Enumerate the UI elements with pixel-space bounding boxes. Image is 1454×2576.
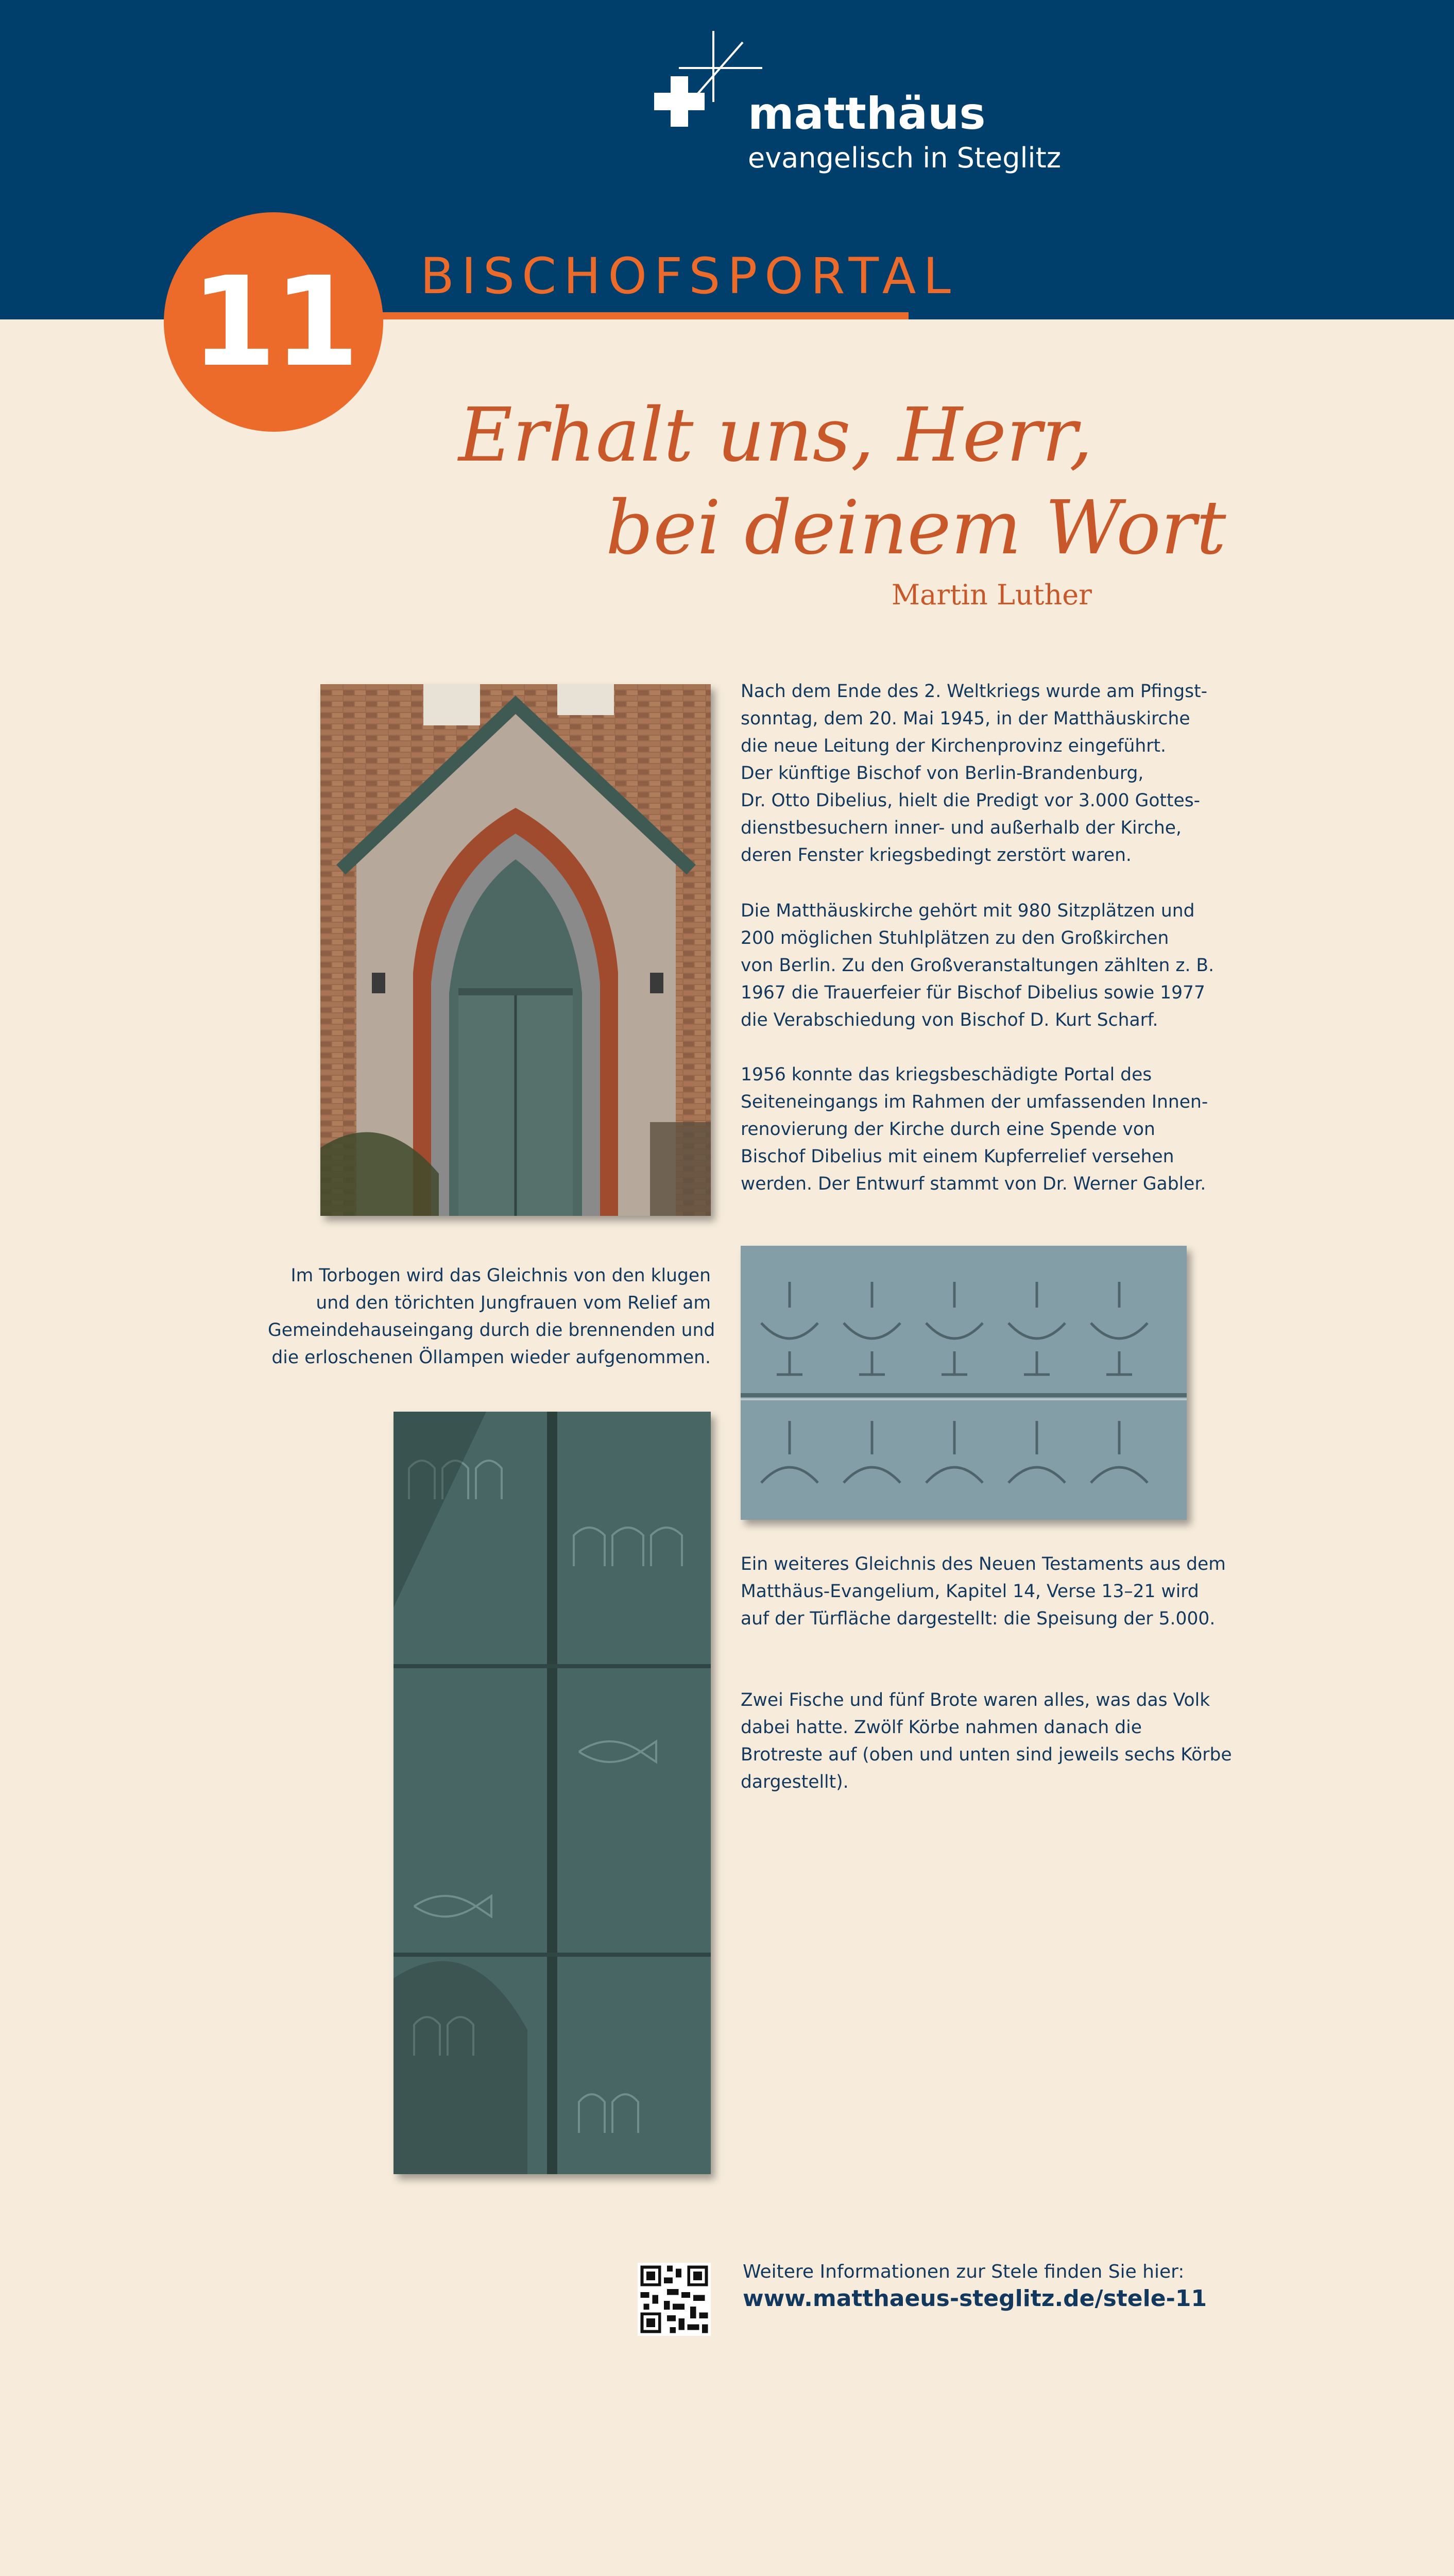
quote-author: Martin Luther [891,579,1092,611]
quote-line-1: Erhalt uns, Herr, [458,392,1093,478]
paragraph-fish-bread: Zwei Fische und fünf Brote waren alles, was das Volk dabei hatte. Zwölf Körbe nahmen danach die Brotreste auf (oben und unten sind jeweils sechs Körbe dargestellt). [741,1690,1232,1792]
door-relief-photo [394,1412,711,2174]
title-underline [381,312,909,319]
caption-archway: Im Torbogen wird das Gleichnis von den klugen und den törichten Jungfrauen vom Relief am Gemeindehauseingang durch die brennenden und die erloschenen Öllampen wieder aufgenommen. [268,1265,715,1368]
stele-number: 11 [191,250,356,394]
paragraph-capacity: Die Matthäuskirche gehört mit 980 Sitzplätzen und 200 möglichen Stuhlplätzen zu den Großkirchen von Berlin. Zu den Großveranstaltungen zählten z. B. 1967 die Trauerfeier für Bischof Dibelius sowie 1977 die Verabschiedung von Bischof D. Kurt Scharf. [741,901,1214,1030]
stele-number-badge [164,212,383,432]
logo-subtitle: evangelisch in Steglitz [748,142,1062,174]
paragraph-history: Nach dem Ende des 2. Weltkriegs wurde am Pfingst- sonntag, dem 20. Mai 1945, in der Matthäuskirche die neue Leitung der Kirchenprovinz eingeführt. Der künftige Bischof von Berlin-Brandenburg, Dr. Otto Dibelius, hielt die Predigt vor 3.000 Gottes- dienstbesuchern inner- und außerhalb der Kirche, deren Fenster kriegsbedingt zerstört waren. [741,681,1208,866]
qr-code-icon[interactable] [638,2263,711,2336]
info-label: Weitere Informationen zur Stele finden Sie hier: [743,2261,1185,2282]
paragraph-renovation: 1956 konnte das kriegsbeschädigte Portal des Seiteneingangs im Rahmen der umfassenden Innen- renovierung der Kirche durch eine Spende von Bischof Dibelius mit einem Kupferrelief versehen werden. Der Entwurf stammt von Dr. Werner Gabler. [741,1064,1208,1194]
lamp-relief-photo [741,1246,1187,1520]
paragraph-parable: Ein weiteres Gleichnis des Neuen Testaments aus dem Matthäus-Evangelium, Kapitel 14, Verse 13–21 wird auf der Türfläche dargestellt: die Speisung der 5.000. [741,1554,1226,1629]
portal-photo [320,684,711,1216]
section-title: BISCHOFSPORTAL [420,247,958,305]
quote-line-2: bei deinem Wort [606,484,1226,571]
info-url-link[interactable]: www.matthaeus-steglitz.de/stele-11 [743,2285,1207,2312]
logo-name: matthäus [748,88,986,140]
